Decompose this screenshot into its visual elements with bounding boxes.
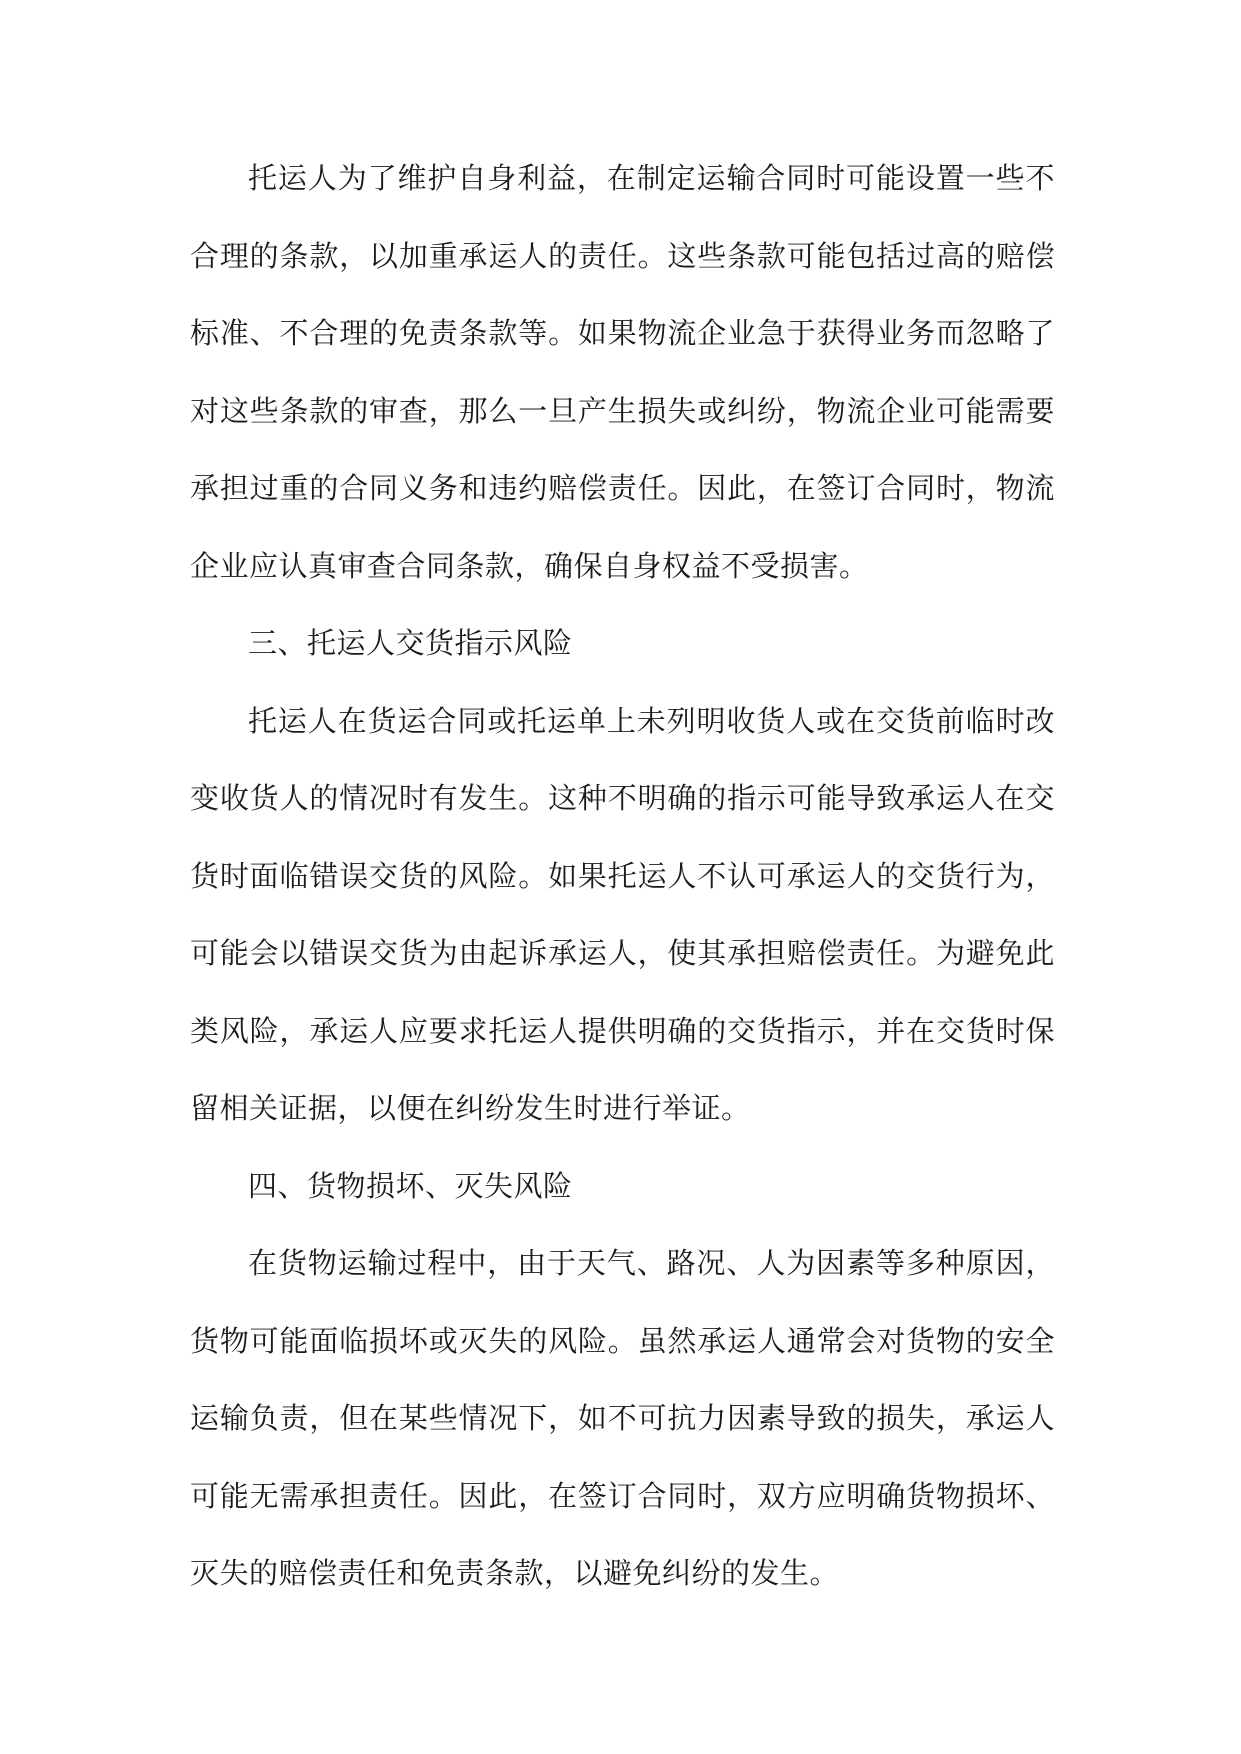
- section-heading-3: 三、托运人交货指示风险: [248, 626, 573, 660]
- paragraph-delivery-instruction-risk: 托运人在货运合同或托运单上未列明收货人或在交货前临时改变收货人的情况时有发生。这种不明确的指示可能导致承运人在交货时面临错误交货的风险。如果托运人不认可承运人的交货行为，可能会以错误交货为由起诉承运人，使其承担赔偿责任。为避免此类风险，承运人应要求托运人提供明确的交货指示，并在交货时保留相关证据，以便在纠纷发生时进行举证。: [190, 703, 1055, 1125]
- document-body: [190, 140, 1055, 1613]
- paragraph-contract-terms-risk: 托运人为了维护自身利益，在制定运输合同时可能设置一些不合理的条款，以加重承运人的责任。这些条款可能包括过高的赔偿标准、不合理的免责条款等。如果物流企业急于获得业务而忽略了对这些条款的审查，那么一旦产生损失或纠纷，物流企业可能需要承担过重的合同义务和违约赔偿责任。因此，在签订合同时，物流企业应认真审查合同条款，确保自身权益不受损害。: [190, 161, 1055, 583]
- section-heading-4: 四、货物损坏、灭失风险: [248, 1168, 573, 1203]
- paragraph-cargo-damage-risk: 在货物运输过程中，由于天气、路况、人为因素等多种原因，货物可能面临损坏或灭失的风险。虽然承运人通常会对货物的安全运输负责，但在某些情况下，如不可抗力因素导致的损失，承运人可能无需承担责任。因此，在签订合同时，双方应明确货物损坏、灭失的赔偿责任和免责条款，以避免纠纷的发生。: [190, 1246, 1055, 1590]
